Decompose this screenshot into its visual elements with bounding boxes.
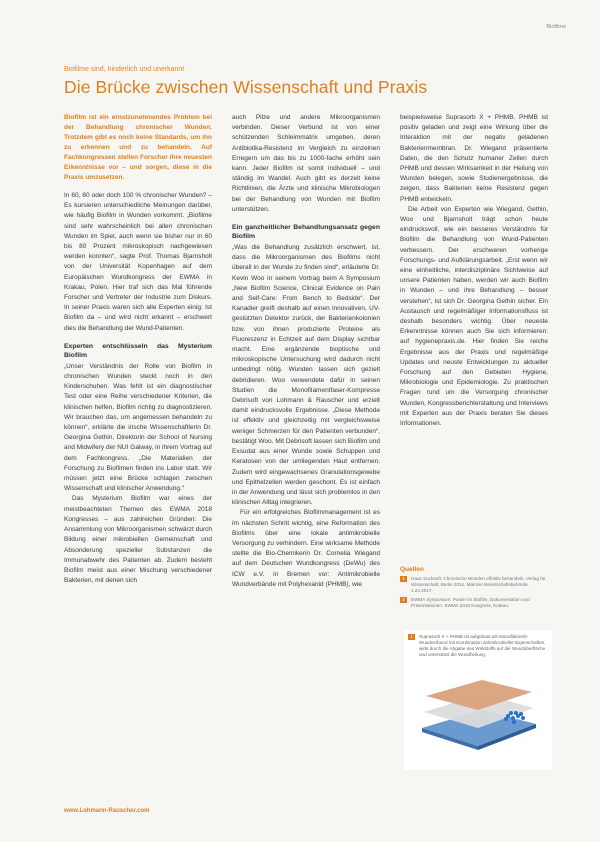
source-number: 2 <box>400 597 407 603</box>
paragraph: „Unser Verständnis der Rolle von Biofilm in chronischen Wunden steckt noch in den Kinderschuhen. Was fehlt ist ein diagnostischer Test oder eine Reihe verschiedener Kriterien, die klinischen helfen, Biofilm richtig zu diagnostizieren. Wir brauchen das, um angemessen behandeln zu können“, erklärte die irische Wissenschaftlerin Dr. Georgina Gethin, Direktorin der School of Nursing and Midwifery der NUI Galway, in ihrem Vortrag auf dem Fachkongress. „Die Materialien der Forschung zu Biofilmen finden ins Labor statt. Wir müssen jetzt eine Brücke schlagen zwischen Wissenschaft und klinischer Anwendung.“ <box>64 362 212 493</box>
figure-caption-text: Suprasorb X + PHMB ist aufgebaut als Monofilament-Wundverband mit Kombination antimikrobieller Eigenschaften, wirkt durch die Abgabe des Wirkstoffs auf die Wundoberfläche und unterstützt die Wundheilung. <box>419 634 546 657</box>
source-item <box>400 597 550 609</box>
source-item <box>400 576 550 594</box>
article-title: Die Brücke zwischen Wissenschaft und Praxis <box>64 77 428 97</box>
subheading: Ein ganzheitlicher Behandlungsansatz gegen Biofilm <box>232 224 380 241</box>
paragraph: Das Mysterium Biofilm war eines der meistbeachteten Themen des EWMA 2018 Kongresses – aus zahlreichen Gründen: Die Ansammlung von Mikroorganismen schwärzt durch Bildung einer mikrobiellen Gemeinschaft und Absonderung spezieller Substanzen die Immunabwehr des Patienten ab. Zudem besteht Biofilm meist aus einer Mischung verschiedener Bakterien, mit denen sich <box>64 495 212 585</box>
column-2 <box>232 113 380 590</box>
sources-box <box>400 566 550 612</box>
paragraph: beispielsweise Suprasorb X + PHMB. PHMB ist positiv geladen und zeigt eine Wirkung über die Interaktion mit der negativ geladenen Bakterienmembran. Dr. Wiegand präsentierte Daten, die den Schutz humaner Zellen durch PHMB und dessen Wirksamkeit in der Heilung von Wunden belegen, sowie Studienergebnisse, die zeigen, dass Bakterien keine Resistenz gegen PHMB entwickeln. <box>400 114 548 203</box>
figure-caption <box>404 630 552 658</box>
dressing-layers-illustration <box>412 666 544 766</box>
source-text: EWMA Symposium: Poster im Biofilm, Dokumentation und Präsentationen. EWMA 2018 Kongress, Krakau. <box>411 597 530 608</box>
paragraph: In 60, 80 oder doch 100 % chronischer Wunden? – Es kursieren unterschiedliche Meinungen darüber, wie häufig Biofilm in Wunden vorkommt. „Biofilme sind sehr wahrscheinlich bei allen chronischen Wunden im Spiel, auch wenn sie bisher nur in 60 bis 80 Prozent mikroskopisch nachgewiesen werden konnten“, sagte Prof. Thomas Bjarnsholt von der Universität Kopenhagen auf dem Europäischen Wundkongress der EWMA in Krakau, Polen. Hier traf sich das Mal führende Forscher und Vertreter der Industrie zum Diskurs. In seiner Praxis waren sich alle Experten einig: Ist Biofilm da – und wird nicht erkannt – erschwert dies die Behandlung der Wund-Patienten. <box>64 192 212 332</box>
source-text: Haus Suchsoft: Chronische Wunden effektiv behandeln. Verlag für Wissenschaft, Berlin 2014. Mainzer Bereitschaftsbehörde. 1.24.2017. <box>411 576 546 593</box>
sources-heading: Quellen <box>400 566 424 573</box>
column-1 <box>64 113 212 586</box>
section-label: Biofilme <box>546 24 566 30</box>
article-lead: Biofilm ist ein ernstzunehmendes Problem bei der Behandlung chronischer Wunden. Trotzdem gibt es noch keine Standards, um ihn zu erkennen und zu behandeln. Auf Fachkongressen stellen Forscher ihre neuesten Erkenntnisse vor – und sorgen, diese in die Praxis umzusetzen. <box>64 114 212 181</box>
article-kicker: Biofilme sind, hinderlich und unerkannt <box>64 66 185 73</box>
figure-number: 1 <box>408 634 415 640</box>
column-3 <box>400 113 548 429</box>
footer-url[interactable]: www.Lohmann-Rauscher.com <box>64 808 150 814</box>
subheading: Experten entschlüsseln das Mysterium Biofilm <box>64 342 212 359</box>
paragraph: auch Pilze und andere Mikroorganismen verbinden. Dieser Verbund ist von einer schützenden Schleimmatrix umgeben, deren Antibiotika-Resistenz im Vergleich zu einzelnen Erregern um das bis zu 1000-fache erhöht sein kann. Jeder Biofilm ist somit individuell – und ständig im Wandel. Auch gibt es derzeit keine Richtlinien, die Ärzte und klinische Mikrobiologen bei der Behandlung von Wunden mit Biofilm unterstützen. <box>232 114 380 213</box>
paragraph: Die Arbeit von Experten wie Wiegand, Gethin, Woo und Bjarnsholt trägt schon heute eindrucksvoll, wie ein besseres Verständnis für Biofilm die Behandlung von Wund-Patienten verbessern. Der erschweren vorherige Forschungs- und Aufklärungsarbeit. „Erst wenn wir eine einheitliche, interdisziplinäre Sichtweise auf unsere Patienten haben, werden wir auch Biofilm in Wunden – und ihre Behandlung – besser verstehen“, ist sich Dr. Georgina Gethin sicher. Ein Austausch und regelmäßiger Informationsfluss ist deshalb besonders wichtig. Über neueste Erkenntnisse können auch Sie sich informieren: auf hygienepraxis.de. Hier finden Sie reiche Ergebnisse aus der Praxis und regelmäßige Updates und neuste Entwicklungen zu aktueller Forschung auf den Gebieten Hygiene, Mikrobiologie und Epidemiologie. Zu praktischen Fragen rund um die Versorgung chronischer Wunden, Kongressberichterstattung und Interviews mit Experten aus der Praxis beraten Sie dieses Informationen. <box>400 205 548 428</box>
paragraph: Für ein erfolgreiches Biofilmmanagement ist es im nächsten Schritt wichtig, eine Reformation des Biofilms über eine lokale antimikrobielle Versorgung zu verhindern. Eine wirksame Methode stellte die Bio-Chemikerin Dr. Cornelia Wiegand auf dem Deutschen Wundkongress (DeWu) des ICW e.V. in Bremen vor: Antimikrobielle Wundverbände mit Polyhexanid (PHMB), wie <box>232 509 380 588</box>
source-number: 1 <box>400 576 407 582</box>
product-figure <box>404 630 552 770</box>
paragraph: „Was die Behandlung zusätzlich erschwert, ist, dass die Mikroorganismen des Biofilms nicht überall in der Wunde zu finden sind“, erläuterte Dr. Kevin Woo in seinem Vortrag beim A Symposium „New Biofilm Science, Clinical Evidence on Pain and Self-Care: From Bench to Bedside“. Der Kanadier greift deshalb auf einen innovativen, UV-gestützten Detektor zurück, der Bakterienkolonien bzw. von ihnen produzierte Proteine als Fluoreszenz in Echtzeit auf dem Display sichtbar macht. Eine ergänzende bioptische und mikroskopische Untersuchung wird dadurch nicht unbedingt nötig. Wunden lassen sich gezielt debridieren. Woo verwendete dafür in seinen Studien die Monofilamentfaser-Kompresse Debrisoft von Lohmann & Rauscher und erzielt damit eindrucksvolle Ergebnisse. „Diese Methode ist effektiv und gleichzeitig mit vergleichsweise weniger Schmerzen für den Patienten verbunden“, bestätigt Woo. Mit Debrisoft lassen sich Biofilm und Exsudat aus einer Wunde sowie Schuppen und Keratosen von der umliegenden Haut entfernen. Zudem wird eingewachsenes Granulationsgewebe und Epithelzellen werden geschont. Es ist einfach in der Anwendung und lässt sich problemlos in den klinischen Alltag integrieren. <box>232 244 380 507</box>
